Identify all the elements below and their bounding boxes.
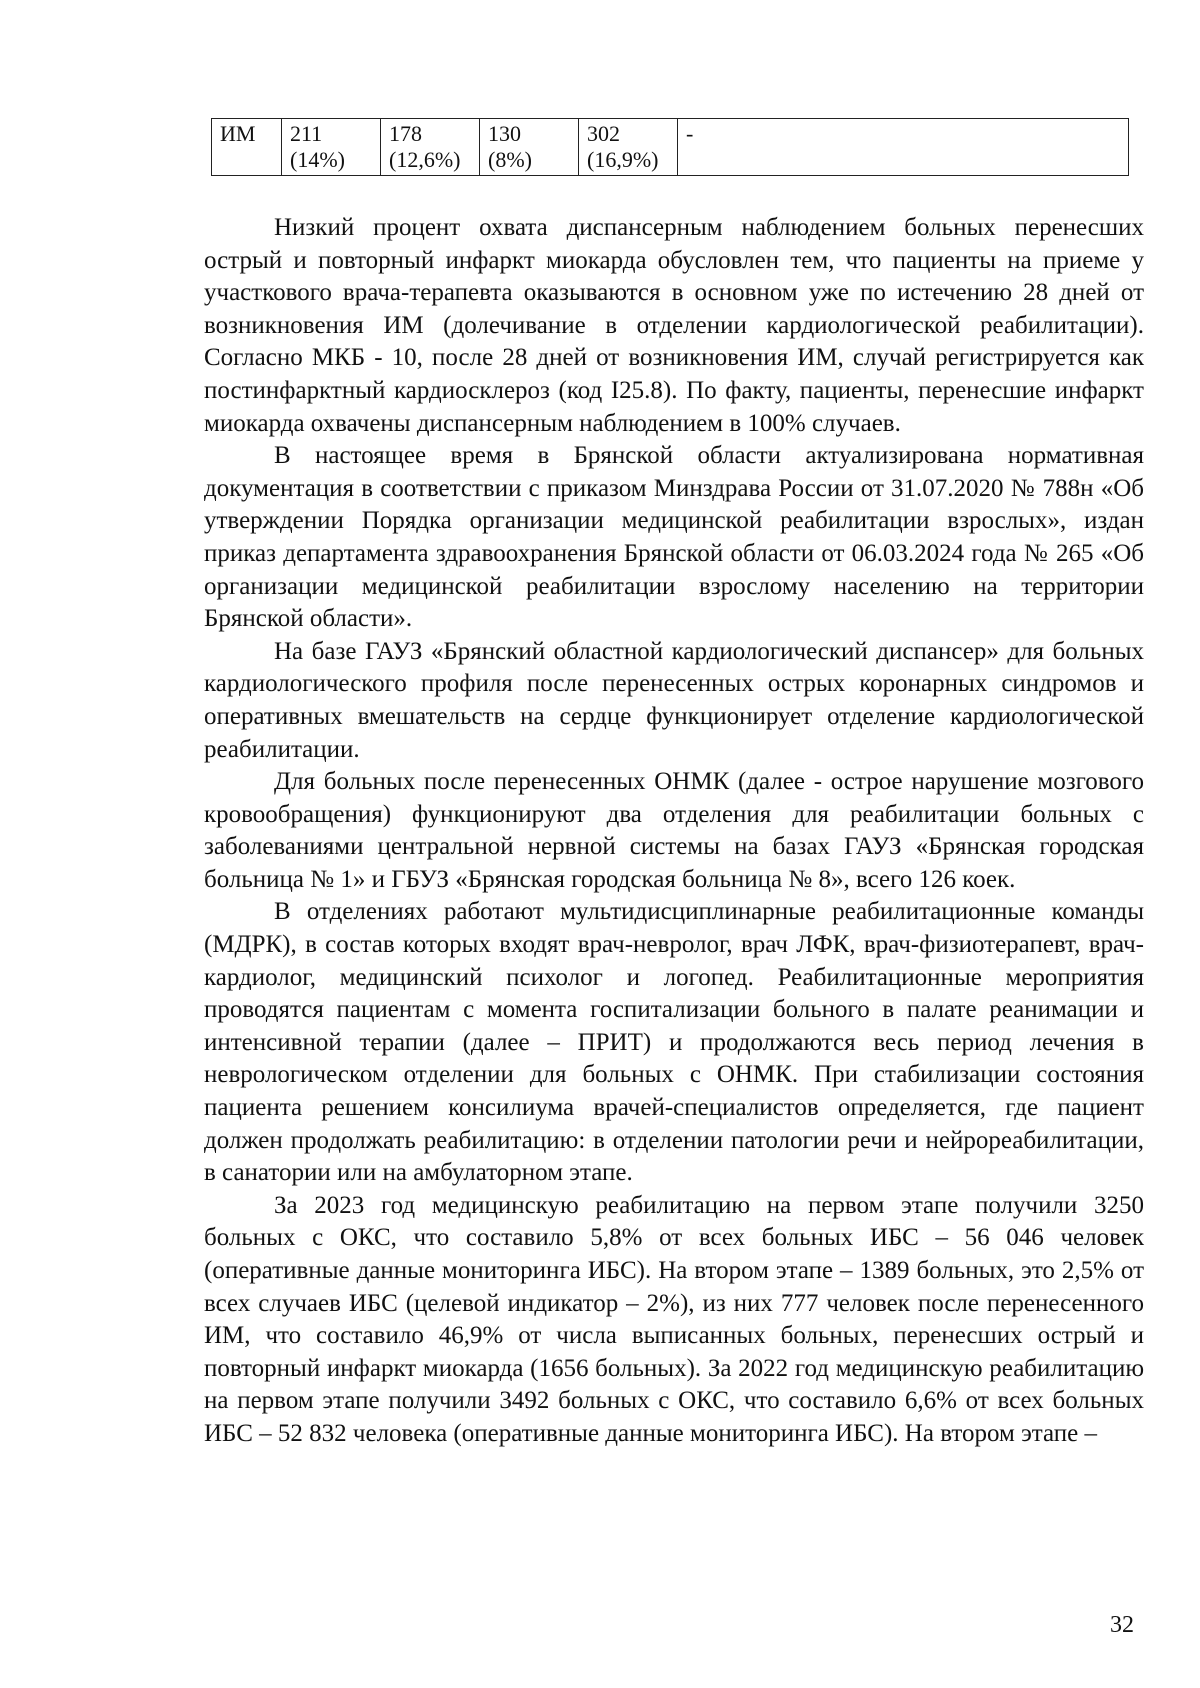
body-text xyxy=(204,212,1144,1451)
cell-line: (12,6%) xyxy=(389,147,461,172)
paragraph: За 2023 год медицинскую реабилитацию на первом этапе получили 3250 больных с ОКС, что составило 5,8% от всех больных ИБС – 56 046 человек (оперативные данные мониторинга ИБС). На втором этапе – 1389 больных, это 2,5% от всех случаев ИБС (целевой индикатор – 2%), из них 777 человек после перенесенного ИМ, что составило 46,9% от числа выписанных больных, перенесших острый и повторный инфаркт миокарда (1656 больных). За 2022 год медицинскую реабилитацию на первом этапе получили 3492 больных с ОКС, что составило 6,6% от всех больных ИБС – 52 832 человека (оперативные данные мониторинга ИБС). На втором этапе – xyxy=(204,1191,1144,1447)
cell-line: 178 xyxy=(389,121,422,146)
paragraph: В настоящее время в Брянской области актуализирована нормативная документация в соответствии с приказом Минздрава России от 31.07.2020 № 788н «Об утверждении Порядка организации медицинской реабилитации взрослых», издан приказ департамента здравоохранения Брянской области от 06.03.2024 года № 265 «Об организации медицинской реабилитации взрослому населению на территории Брянской области». xyxy=(204,442,1144,633)
cell-line: (8%) xyxy=(488,147,532,172)
paragraph: На базе ГАУЗ «Брянский областной кардиологический диспансер» для больных кардиологического профиля после перенесенных острых коронарных синдромов и оперативных вмешательств на сердце функционирует отделение кардиологической реабилитации. xyxy=(204,637,1144,763)
paragraph: Низкий процент охвата диспансерным наблюдением больных перенесших острый и повторный инфаркт миокарда обусловлен тем, что пациенты на приеме у участкового врача-терапевта оказываются в основном уже по истечению 28 дней от возникновения ИМ (долечивание в отделении кардиологической реабилитации). Согласно МКБ - 10, после 28 дней от возникновения ИМ, случай регистрируется как постинфарктный кардиосклероз (код I25.8). По факту, пациенты, перенесшие инфаркт миокарда охвачены диспансерным наблюдением в 100% случаев. xyxy=(204,214,1144,437)
cell-line: 211 xyxy=(290,121,323,146)
table-cell xyxy=(480,119,579,176)
cell-line: - xyxy=(686,121,694,146)
page-number: 32 xyxy=(1110,1612,1134,1638)
cell-line: 302 xyxy=(587,121,620,146)
table-cell xyxy=(212,119,282,176)
table-cell xyxy=(282,119,381,176)
cell-line: ИМ xyxy=(220,121,256,146)
cell-line: (14%) xyxy=(290,147,345,172)
paragraph: Для больных после перенесенных ОНМК (далее - острое нарушение мозгового кровообращения) функционируют два отделения для реабилитации больных с заболеваниями центральной нервной системы на базах ГАУЗ «Брянская городская больница № 1» и ГБУЗ «Брянская городская больница № 8», всего 126 коек. xyxy=(204,768,1144,893)
cell-line: (16,9%) xyxy=(587,147,659,172)
table-row xyxy=(212,119,1129,176)
cell-line: 130 xyxy=(488,121,521,146)
table-cell xyxy=(579,119,678,176)
table-cell xyxy=(381,119,480,176)
table-cell xyxy=(678,119,1129,176)
im-statistics-table xyxy=(211,118,1129,176)
paragraph: В отделениях работают мультидисциплинарные реабилитационные команды (МДРК), в состав которых входят врач-невролог, врач ЛФК, врач-физиотерапевт, врач-кардиолог, медицинский психолог и логопед. Реабилитационные мероприятия проводятся пациентам с момента госпитализации больного в палате реанимации и интенсивной терапии (далее – ПРИТ) и продолжаются весь период лечения в неврологическом отделении для больных с ОНМК. При стабилизации состояния пациента решением консилиума врачей-специалистов определяется, где пациент должен продолжать реабилитацию: в отделении патологии речи и нейрореабилитации, в санатории или на амбулаторном этапе. xyxy=(204,898,1144,1187)
